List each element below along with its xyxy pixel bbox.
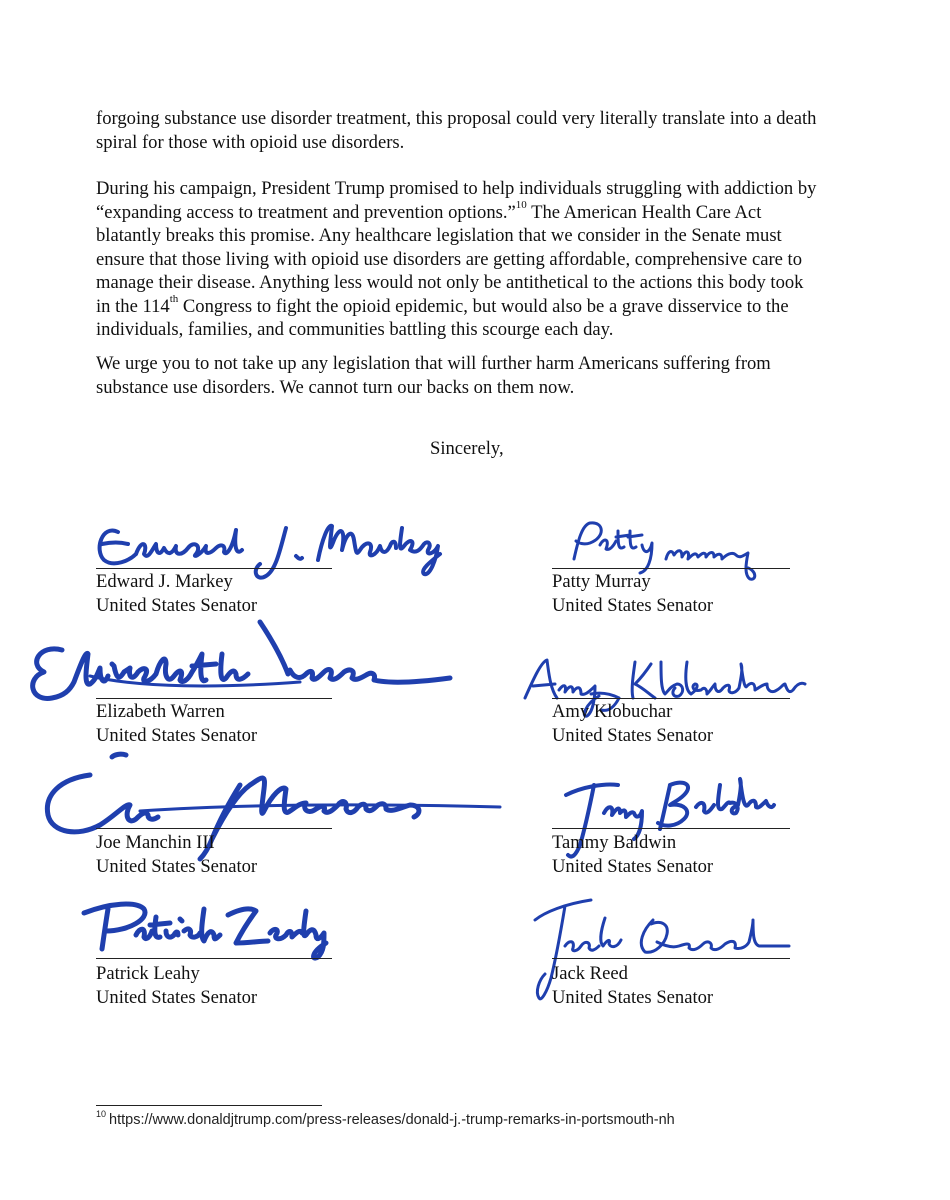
footnote — [96, 1109, 675, 1128]
signatory-name: Joe Manchin III — [96, 832, 215, 853]
paragraph-3 — [96, 352, 856, 399]
signatory-title: United States Senator — [96, 856, 258, 877]
signatory-name: Patrick Leahy — [96, 963, 200, 984]
signatory-name: Jack Reed — [552, 963, 628, 984]
signature-line — [552, 958, 790, 959]
signatory-title: United States Senator — [552, 987, 714, 1008]
quote-text: “expanding access to treatment and prevention options.” — [96, 201, 516, 223]
paragraph-2 — [96, 177, 856, 342]
signatory-name: Tammy Baldwin — [552, 832, 677, 853]
signatory-title: United States Senator — [96, 595, 258, 616]
text-line: individuals, families, and communities battling this scourge each day. — [96, 319, 614, 340]
paragraph-1 — [96, 107, 856, 154]
signature-line — [96, 828, 332, 829]
closing: Sincerely, — [430, 438, 504, 459]
signature-line — [552, 568, 790, 569]
ordinal-suffix: th — [169, 293, 179, 306]
signature-warren — [20, 610, 460, 740]
text-line: ensure that those living with opioid use disorders are getting affordable, comprehensive care to — [96, 248, 803, 270]
signatory-name: Edward J. Markey — [96, 571, 233, 592]
signatory-name: Amy Klobuchar — [552, 701, 673, 722]
text-line — [96, 295, 856, 319]
signature-line — [96, 958, 332, 959]
text-line: forgoing substance use disorder treatment, this proposal could very literally translate into a death — [96, 108, 817, 129]
text-line: spiral for those with opioid use disorders. — [96, 131, 405, 153]
text-line: manage their disease. Anything less would not only be antithetical to the actions this body took — [96, 272, 804, 293]
text-line: blatantly breaks this promise. Any healthcare legislation that we consider in the Senate must — [96, 225, 782, 246]
signatory-title: United States Senator — [552, 725, 714, 746]
text-line: We urge you to not take up any legislation that will further harm Americans suffering from — [96, 353, 771, 374]
text-segment: Congress to fight the opioid epidemic, but would also be a grave disservice to the — [178, 295, 789, 317]
signatory-name: Patty Murray — [552, 571, 651, 592]
signatory-title: United States Senator — [96, 987, 258, 1008]
signature-line — [96, 698, 332, 699]
signature-line — [552, 698, 790, 699]
signatory-title: United States Senator — [552, 595, 714, 616]
footnote-divider — [96, 1105, 322, 1106]
signature-line — [552, 828, 790, 829]
text-line: substance use disorders. We cannot turn our backs on them now. — [96, 376, 575, 398]
footnote-link[interactable]: https://www.donaldjtrump.com/press-releases/donald-j.-trump-remarks-in-portsmouth-nh — [109, 1112, 675, 1128]
text-segment: The American Health Care Act — [526, 201, 762, 223]
text-line: During his campaign, President Trump promised to help individuals struggling with addiction by — [96, 178, 817, 199]
footnote-ref: 10 — [515, 199, 527, 212]
signatory-name: Elizabeth Warren — [96, 701, 225, 722]
text-segment: in the 114 — [96, 295, 170, 317]
footnote-number: 10 — [96, 1109, 107, 1120]
signature-line — [96, 568, 332, 569]
text-line — [96, 201, 856, 225]
signatory-title: United States Senator — [96, 725, 258, 746]
signatory-title: United States Senator — [552, 856, 714, 877]
